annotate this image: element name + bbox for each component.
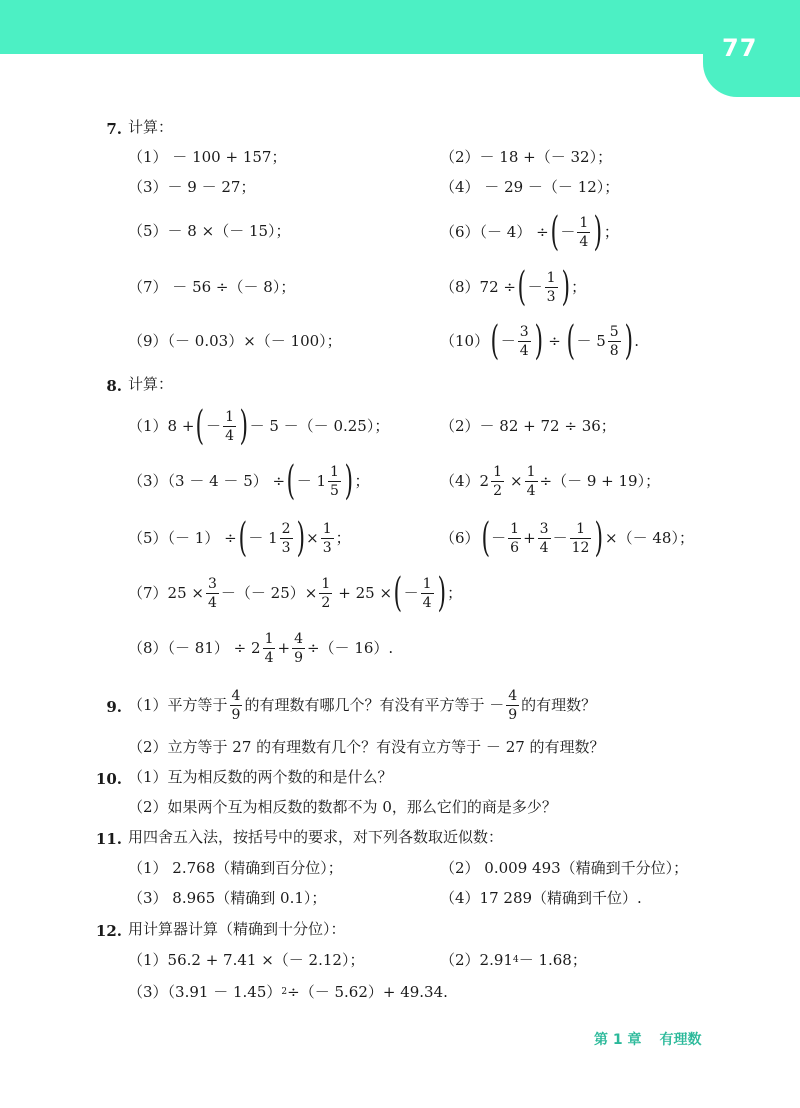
q8-7-plus: + 25 ×	[338, 583, 393, 602]
fraction	[263, 632, 276, 665]
exponent: 2	[281, 987, 288, 997]
q8-5-expr: （5）（－ 1） ÷	[128, 528, 237, 547]
q9-1-text-2: 的有理数有哪几个？有没有平方等于 －	[244, 695, 505, 714]
q7-item-4: （4） － 29 －（－ 12）；	[440, 178, 620, 196]
q12-2-rest: － 1.68；	[518, 951, 587, 969]
q7-10-label: （10）	[440, 331, 490, 350]
q7-item-6	[440, 209, 619, 255]
fraction	[206, 577, 219, 610]
left-paren: (	[490, 318, 500, 364]
q8-6-label: （6）	[440, 528, 480, 547]
numerator: 1	[576, 520, 585, 537]
q8-item-5	[128, 515, 351, 561]
q7-8-minus: －	[527, 277, 543, 296]
q12-number: 12.	[95, 922, 122, 940]
q7-item-8	[440, 264, 587, 310]
q8-item-4	[440, 461, 660, 501]
q8-1-rest: － 5 －（－ 0.25）；	[249, 416, 390, 435]
fraction	[506, 689, 519, 722]
q10-number: 10.	[95, 770, 122, 788]
fraction	[545, 271, 558, 304]
numerator: 1	[330, 463, 339, 480]
q8-4-times: ×	[510, 471, 523, 490]
q12-title: 用计算器计算（精确到十分位）：	[128, 920, 346, 938]
right-paren: )	[437, 570, 446, 616]
numerator: 1	[526, 463, 536, 480]
right-paren: )	[561, 264, 570, 310]
denominator: 5	[330, 482, 339, 499]
denominator: 4	[539, 539, 549, 556]
q8-6-rest: ×（－ 48）；	[605, 528, 694, 547]
left-paren: (	[195, 403, 205, 449]
numerator: 1	[422, 575, 432, 592]
denominator: 8	[609, 342, 619, 359]
numerator: 1	[321, 575, 331, 592]
q8-item-2: （2）－ 82 + 72 ÷ 36；	[440, 417, 616, 435]
q8-item-8	[128, 628, 393, 668]
fraction	[292, 632, 305, 665]
left-paren: (	[238, 515, 247, 561]
numerator: 1	[493, 463, 503, 480]
q7-title: 计算：	[128, 118, 174, 136]
denominator: 2	[321, 594, 331, 611]
q9-line-2: （2）立方等于 27 的有理数有几个？有没有立方等于 － 27 的有理数？	[128, 738, 605, 756]
q7-item-9: （9）（－ 0.03）×（－ 100）；	[128, 332, 342, 350]
right-paren: )	[624, 318, 633, 364]
q7-item-5: （5）－ 8 ×（－ 15）；	[128, 222, 291, 240]
denominator: 4	[264, 649, 274, 666]
denominator: 4	[225, 427, 234, 444]
chapter-number: 第 1 章	[594, 1032, 642, 1048]
q7-number: 7.	[106, 120, 122, 138]
q10-line-2: （2）如果两个互为相反数的数都不为 0，那么它们的商是多少？	[128, 798, 557, 816]
q11-item-1: （1） 2.768（精确到百分位）；	[128, 859, 343, 877]
q8-item-1	[128, 403, 390, 449]
fraction	[538, 522, 551, 555]
numerator: 4	[294, 630, 303, 647]
fraction	[223, 410, 236, 443]
q8-6-plus: +	[523, 528, 536, 547]
q8-number: 8.	[106, 377, 122, 395]
denominator: 2	[493, 482, 503, 499]
denominator: 4	[519, 342, 529, 359]
fraction	[525, 465, 538, 498]
q11-item-3: （3） 8.965（精确到 0.1）；	[128, 889, 327, 907]
q8-4-whole: （4）2	[440, 471, 490, 490]
right-paren: )	[239, 403, 249, 449]
denominator: 3	[281, 539, 291, 556]
right-paren: )	[344, 458, 354, 504]
left-paren: (	[481, 515, 490, 561]
fraction	[280, 522, 293, 555]
q7-item-1: （1） － 100 + 157；	[128, 148, 287, 166]
left-paren: (	[393, 570, 403, 616]
fraction	[577, 216, 590, 249]
right-paren: )	[594, 515, 604, 561]
q8-3-end: ；	[354, 471, 370, 490]
q11-number: 11.	[95, 830, 122, 848]
numerator: 3	[539, 520, 549, 537]
denominator: 4	[579, 233, 589, 250]
numerator: 1	[264, 630, 274, 647]
numerator: 5	[609, 323, 619, 340]
fraction	[230, 689, 243, 722]
q7-10-div: ÷	[548, 331, 561, 350]
q8-5-whole: － 1	[248, 528, 278, 547]
q7-6-expr: （6）（－ 4） ÷	[440, 222, 549, 241]
numerator: 1	[579, 214, 589, 231]
denominator: 12	[571, 539, 590, 556]
denominator: 6	[510, 539, 520, 556]
left-paren: (	[566, 318, 575, 364]
q12-3-rest: ÷（－ 5.62）+ 49.34.	[287, 983, 448, 1001]
q8-8-plus: +	[277, 638, 291, 657]
numerator: 4	[508, 687, 518, 704]
chapter-title: 有理数	[659, 1032, 702, 1048]
q8-title: 计算：	[128, 375, 174, 393]
fraction	[518, 325, 531, 358]
exponent: 4	[512, 955, 519, 965]
q8-5-end: ；	[335, 528, 351, 547]
q9-1-text-3: 的有理数？	[521, 695, 597, 714]
denominator: 9	[231, 706, 241, 723]
q7-10-mixed-whole: － 5	[576, 331, 606, 350]
fraction	[421, 577, 434, 610]
q9-line-1	[128, 685, 596, 725]
q8-8-expr: （8）（－ 81） ÷ 2	[128, 638, 261, 657]
q8-4-rest: ÷（－ 9 + 19）；	[539, 471, 661, 490]
numerator: 3	[519, 323, 529, 340]
numerator: 2	[281, 520, 291, 537]
numerator: 3	[207, 575, 217, 592]
q8-item-7	[128, 570, 463, 616]
q8-6-minus: －	[491, 528, 507, 547]
q8-3-expr: （3）（3 － 4 － 5） ÷	[128, 471, 286, 490]
denominator: 3	[546, 288, 556, 305]
right-paren: )	[534, 318, 543, 364]
chapter-footer	[594, 1029, 702, 1049]
header-band	[0, 0, 800, 54]
denominator: 9	[294, 649, 303, 666]
q8-7-end: ；	[447, 583, 463, 602]
q7-6-end: ；	[603, 222, 619, 241]
q8-item-6	[440, 515, 694, 561]
q12-item-2	[440, 953, 587, 968]
left-paren: (	[286, 458, 296, 504]
q8-7-mid: －（－ 25）×	[220, 583, 318, 602]
q10-line-1: （1）互为相反数的两个数的和是什么？	[128, 768, 393, 786]
q12-2-base: （2）2.91	[440, 951, 513, 969]
q8-7-minus: －	[403, 583, 419, 602]
q7-6-minus: －	[560, 222, 576, 241]
fraction	[508, 522, 521, 555]
q12-3-base: （3）（3.91 － 1.45）	[128, 983, 282, 1001]
numerator: 4	[231, 687, 241, 704]
q7-10-end: .	[634, 331, 640, 350]
numerator: 1	[510, 520, 520, 537]
q7-item-2: （2）－ 18 +（－ 32）；	[440, 148, 613, 166]
left-paren: (	[517, 264, 527, 310]
q9-1-text: （1）平方等于	[128, 695, 228, 714]
q8-5-times: ×	[306, 528, 319, 547]
q8-1-expr: （1）8 +	[128, 416, 195, 435]
denominator: 9	[508, 706, 518, 723]
q7-10-minus: －	[500, 331, 516, 350]
left-paren: (	[550, 209, 559, 255]
denominator: 4	[422, 594, 432, 611]
denominator: 3	[322, 539, 332, 556]
fraction	[328, 465, 341, 498]
fraction	[608, 325, 621, 358]
q12-item-1: （1）56.2 + 7.41 ×（－ 2.12）；	[128, 951, 365, 969]
q7-8-end: ；	[571, 277, 587, 296]
right-paren: )	[296, 515, 305, 561]
numerator: 1	[322, 520, 332, 537]
q7-item-3: （3）－ 9 － 27；	[128, 178, 256, 196]
right-paren: )	[593, 209, 603, 255]
q8-6-minus-2: －	[552, 528, 568, 547]
q11-title: 用四舍五入法，按括号中的要求，对下列各数取近似数：	[128, 828, 504, 846]
denominator: 4	[526, 482, 536, 499]
fraction	[491, 465, 504, 498]
denominator: 4	[207, 594, 217, 611]
numerator: 1	[225, 408, 234, 425]
q7-item-7: （7） － 56 ÷（－ 8）；	[128, 278, 296, 296]
q8-1-minus: －	[206, 416, 222, 435]
fraction	[321, 522, 334, 555]
q8-7-expr: （7）25 ×	[128, 583, 204, 602]
q8-3-whole: － 1	[296, 471, 327, 490]
q8-8-rest: ÷（－ 16）.	[306, 638, 394, 657]
q12-item-3	[128, 985, 448, 1000]
q7-8-expr: （8）72 ÷	[440, 277, 516, 296]
fraction	[319, 577, 332, 610]
page-number: 77	[722, 34, 758, 62]
q11-item-4: （4）17 289（精确到千位）.	[440, 889, 642, 907]
q7-item-10	[440, 318, 640, 364]
q11-item-2: （2） 0.009 493（精确到千分位）；	[440, 859, 689, 877]
fraction	[570, 522, 592, 555]
numerator: 1	[546, 269, 556, 286]
q8-item-3	[128, 458, 370, 504]
q9-number: 9.	[106, 698, 122, 716]
